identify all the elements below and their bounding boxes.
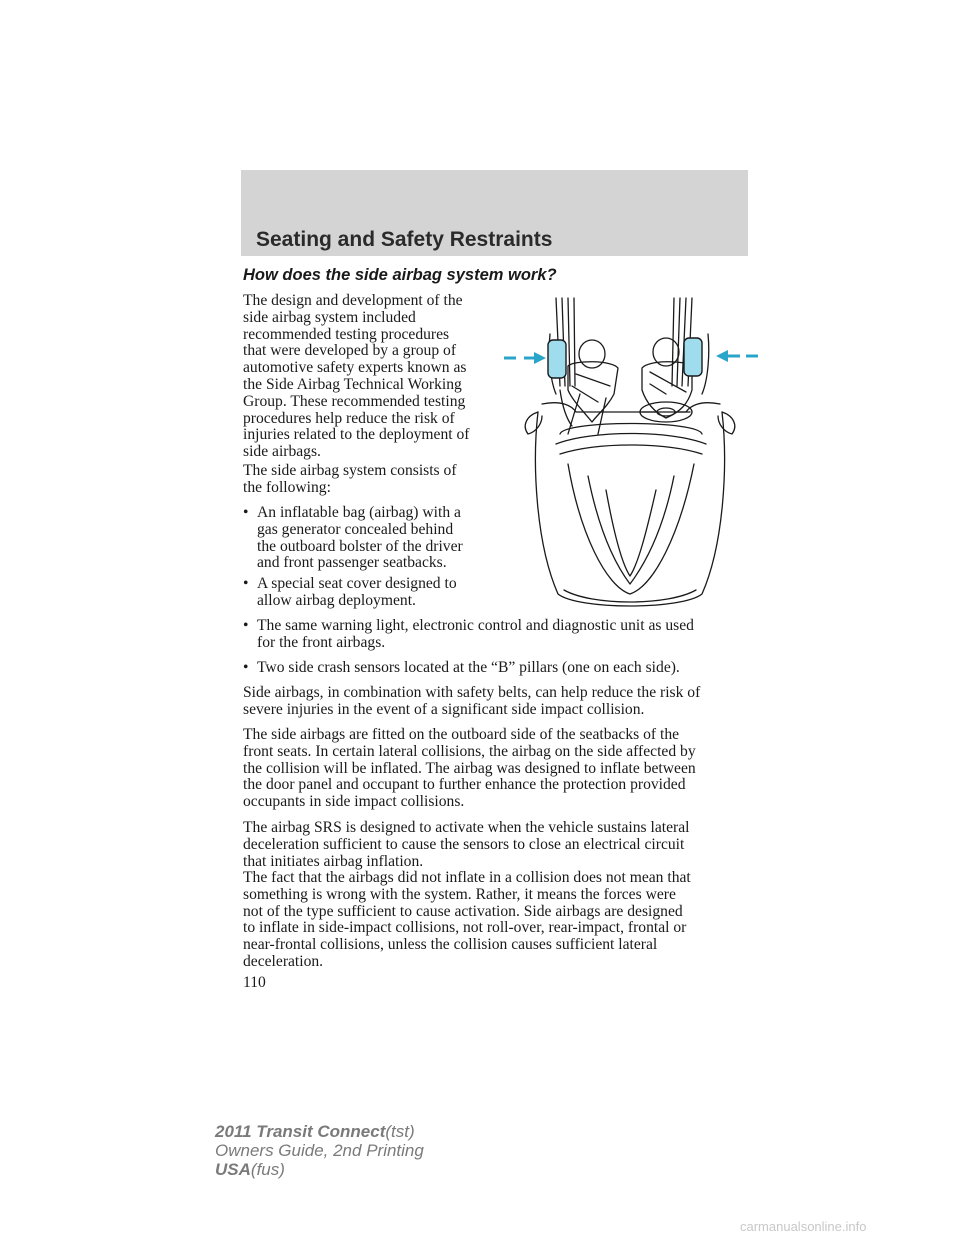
text-line: to inflate in side-impact collisions, not roll-over, rear-impact, frontal or	[243, 919, 687, 937]
section-heading: How does the side airbag system work?	[243, 266, 557, 284]
text-line: for the front airbags.	[257, 633, 386, 651]
intro-paragraph-2	[243, 463, 457, 497]
text-line: The side airbags are fitted on the outboard side of the seatbacks of the	[243, 726, 680, 743]
body-paragraph-2	[243, 727, 696, 811]
text-line: gas generator concealed behind	[257, 520, 454, 538]
document-footer	[215, 1122, 424, 1179]
text-line: Group. These recommended testing	[243, 392, 466, 410]
body-paragraph-4	[243, 870, 691, 971]
text-line: An inflatable bag (airbag) with a	[257, 504, 461, 521]
page-number: 110	[243, 974, 266, 991]
body-paragraph-3	[243, 820, 689, 870]
text-line: procedures help reduce the risk of	[243, 409, 455, 427]
text-line: that were developed by a group of	[243, 342, 457, 360]
text-line: A special seat cover designed to	[257, 575, 457, 592]
intro-paragraph-1	[243, 293, 469, 461]
left-impact-arrow-icon	[534, 352, 546, 364]
text-line: the following:	[243, 478, 331, 496]
text-line: the outboard bolster of the driver	[257, 537, 463, 555]
text-line: deceleration.	[243, 952, 324, 970]
text-line: deceleration sufficient to cause the sensors to close an electrical circuit	[243, 835, 685, 853]
text-line: The same warning light, electronic control and diagnostic unit as used	[257, 617, 694, 634]
text-line: front seats. In certain lateral collisions, the airbag on the side affected by	[243, 742, 696, 760]
text-line: injuries related to the deployment of	[243, 426, 470, 444]
text-line: the door panel and occupant to further enhance the protection provided	[243, 776, 686, 794]
left-side-airbag	[548, 340, 566, 378]
footer-model-code: (tst)	[385, 1122, 415, 1141]
bullet-symbol: •	[243, 504, 249, 521]
text-line: occupants in side impact collisions.	[243, 793, 465, 811]
text-line: The airbag SRS is designed to activate when the vehicle sustains lateral	[243, 819, 690, 836]
right-impact-arrow-icon	[716, 350, 728, 362]
body-paragraph-1	[243, 685, 700, 719]
text-line: that initiates airbag inflation.	[243, 852, 424, 870]
footer-model: 2011 Transit Connect	[215, 1122, 386, 1141]
text-line: recommended testing procedures	[243, 325, 450, 343]
bullet-symbol: •	[243, 617, 249, 634]
text-line: Two side crash sensors located at the “B” pillars (one on each side).	[257, 659, 680, 676]
footer-region-code: (fus)	[250, 1160, 285, 1179]
text-line: side airbags.	[243, 443, 321, 461]
text-line: automotive safety experts known as	[243, 359, 467, 377]
bullet-symbol: •	[243, 575, 249, 592]
text-line: something is wrong with the system. Rather, it means the forces were	[243, 885, 676, 903]
text-line: near-frontal collisions, unless the collision causes sufficient lateral	[243, 936, 658, 954]
text-line: The design and development of the	[243, 292, 463, 309]
footer-edition: Owners Guide, 2nd Printing	[215, 1141, 424, 1160]
text-line: the collision will be inflated. The airbag was designed to inflate between	[243, 759, 696, 777]
watermark: carmanualsonline.info	[740, 1219, 867, 1234]
text-line: allow airbag deployment.	[257, 591, 416, 609]
text-line: and front passenger seatbacks.	[257, 554, 447, 572]
text-line: side airbag system included	[243, 308, 416, 326]
side-airbag-illustration	[502, 294, 760, 612]
text-line: not of the type sufficient to cause activation. Side airbags are designed	[243, 902, 683, 920]
footer-region: USA	[215, 1160, 251, 1179]
section-title: Seating and Safety Restraints	[256, 228, 553, 251]
bullet-symbol: •	[243, 659, 249, 676]
text-line: the Side Airbag Technical Working	[243, 375, 462, 393]
text-line: The side airbag system consists of	[243, 462, 457, 479]
text-line: severe injuries in the event of a significant side impact collision.	[243, 700, 645, 718]
text-line: Side airbags, in combination with safety belts, can help reduce the risk of	[243, 684, 701, 701]
text-line: The fact that the airbags did not inflate in a collision does not mean that	[243, 869, 691, 886]
right-side-airbag	[684, 338, 702, 376]
